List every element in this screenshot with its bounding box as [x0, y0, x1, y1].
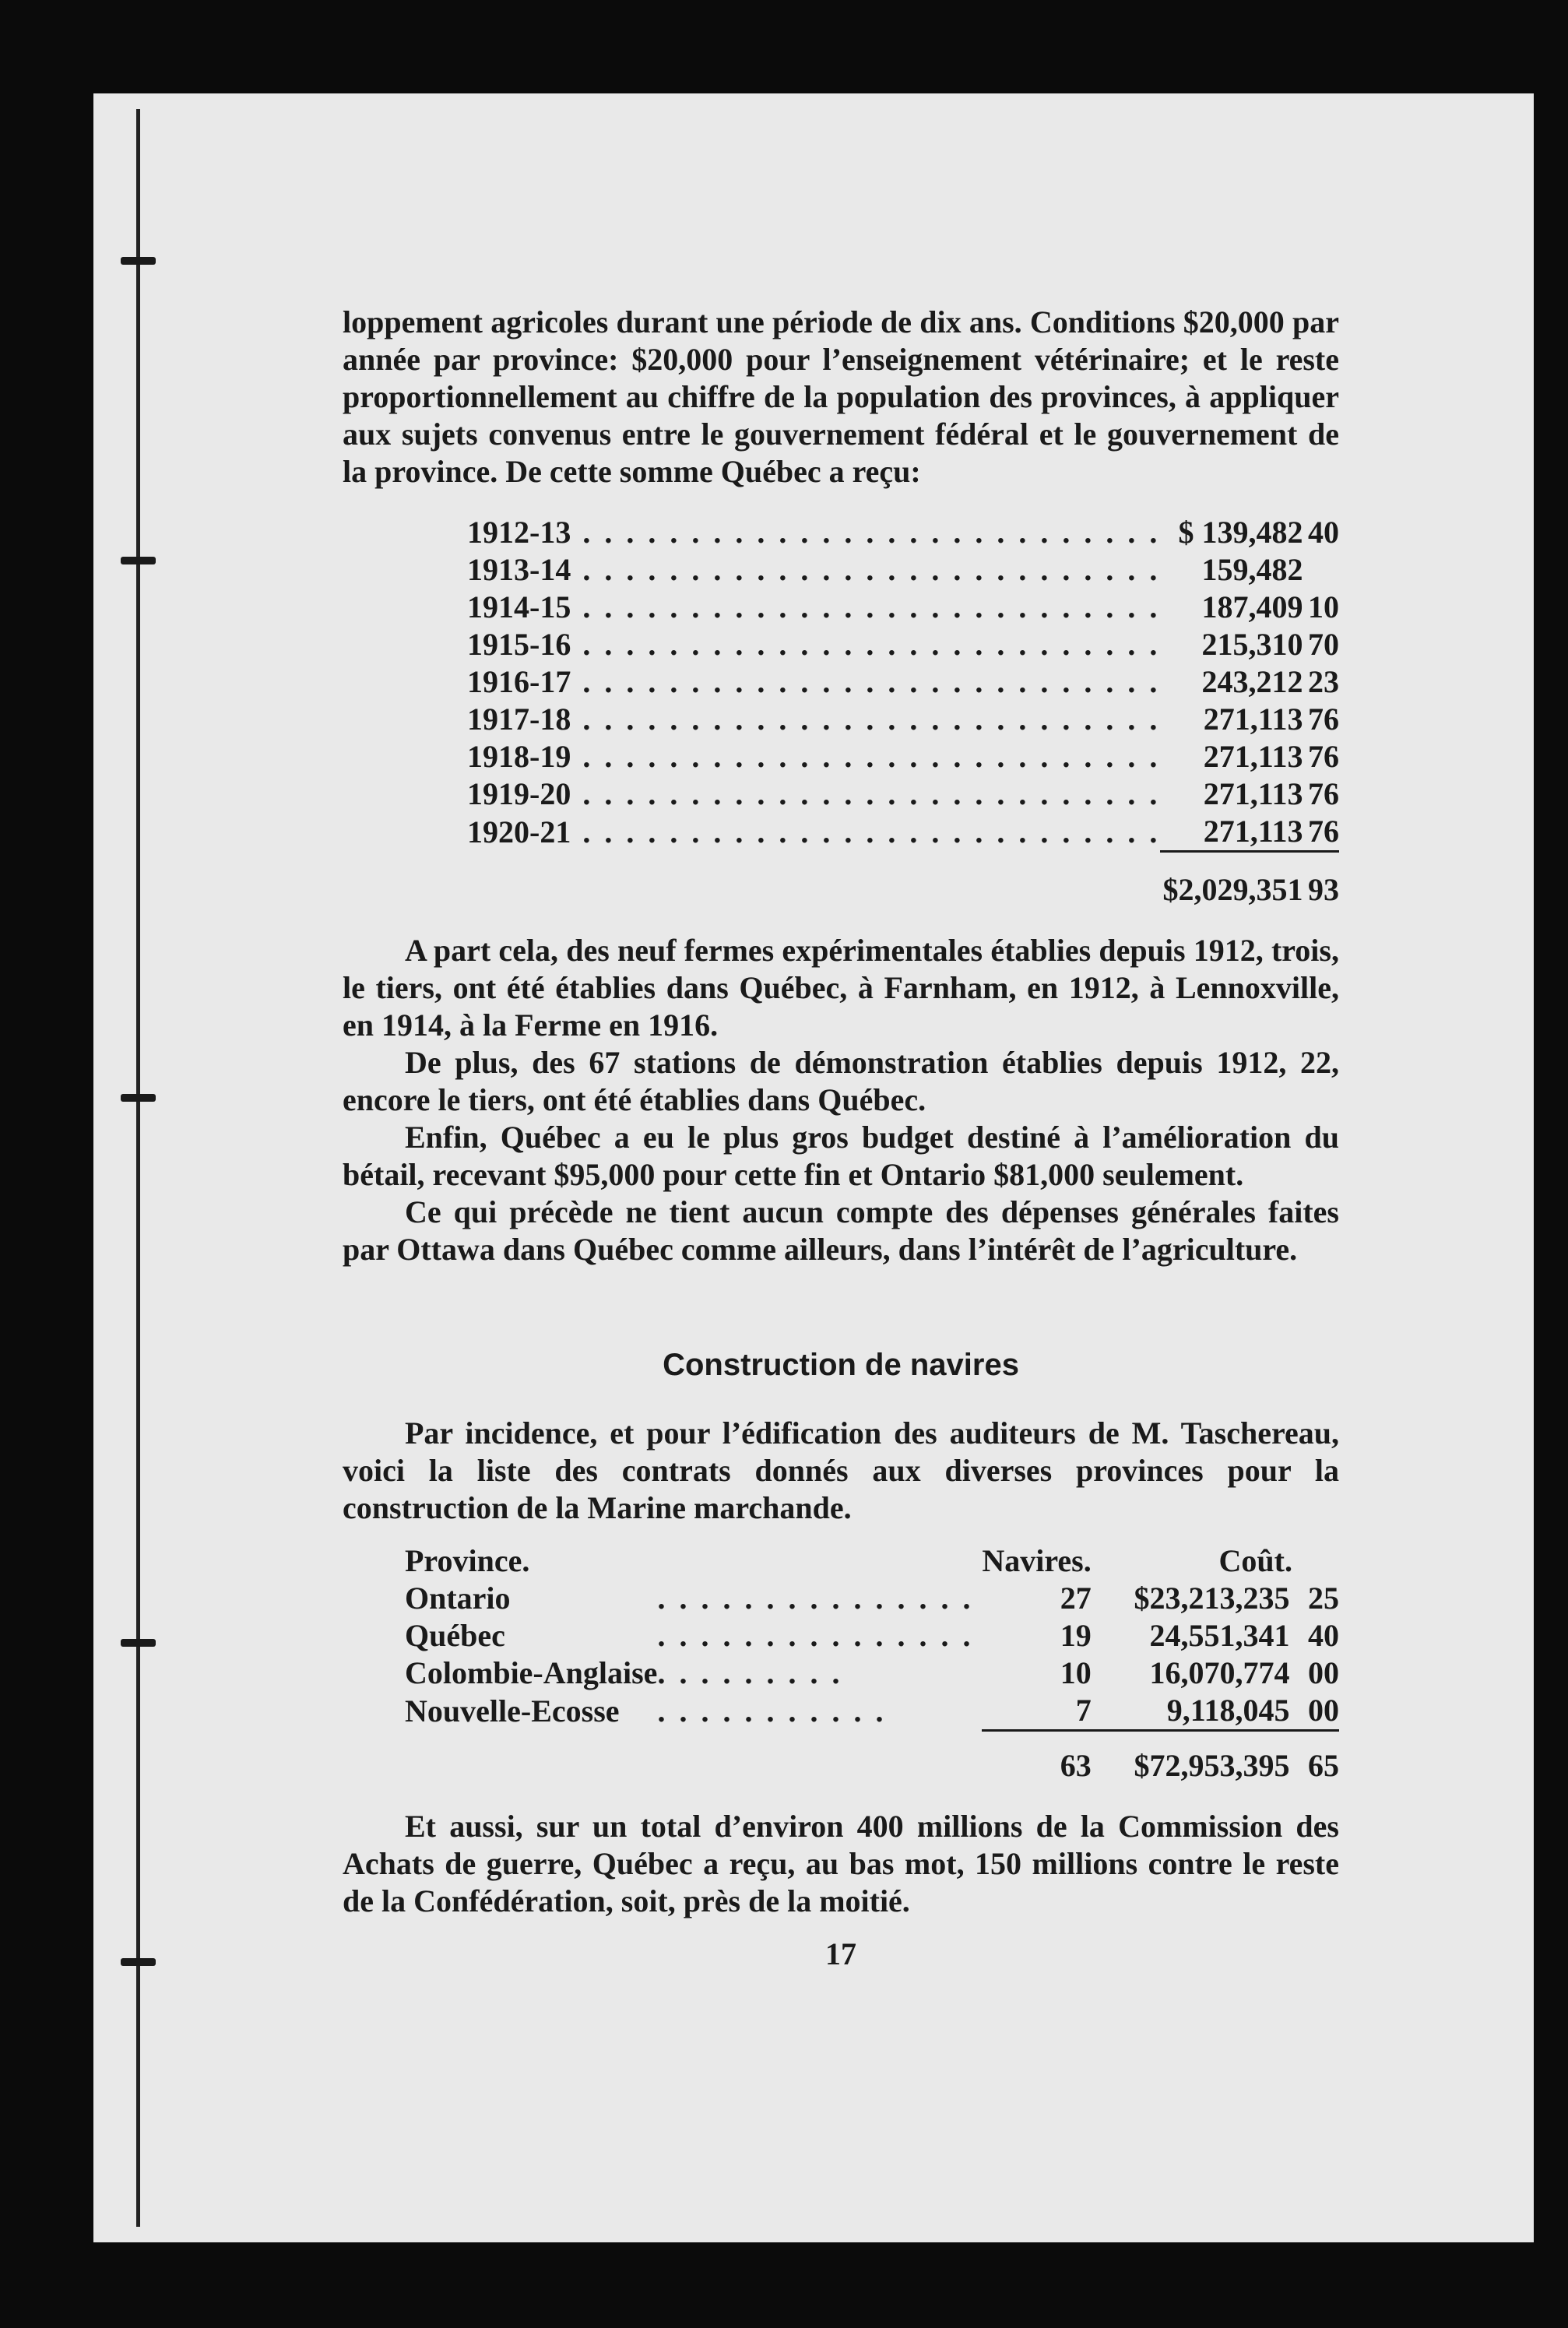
- province-name: Ontario: [405, 1581, 511, 1616]
- cents-value: 10: [1308, 589, 1339, 624]
- closing-paragraph: Et aussi, sur un total d’environ 400 millions de la Commission des Achats de guerre, Québec a reçu, au bas mot, 150 millions contre le reste de la Confédération, soit, près de la moitié.: [343, 1809, 1339, 1918]
- amount-value: $ 139,482: [1178, 515, 1303, 550]
- table-row: 1915-16 . . . . . . . . . . . . . . . . . . . . . . . . . . . 215,310 70: [467, 627, 1339, 662]
- table-row: 1913-14 . . . . . . . . . . . . . . . . . . . . . . . . . . . 159,482: [467, 551, 1339, 589]
- header-province: Province.: [405, 1543, 530, 1578]
- amount-value: 271,113: [1203, 739, 1303, 774]
- section-title: Construction de navires: [663, 1348, 1019, 1382]
- body-paragraph: Enfin, Québec a eu le plus gros budget destiné à l’amélioration du bétail, recevant $95,000 pour cette fin et Ontario $81,000 seulement.: [343, 1120, 1339, 1192]
- cost-cents: 25: [1308, 1581, 1339, 1616]
- cents-value: [1303, 551, 1339, 589]
- binding-tick: [121, 257, 156, 265]
- year-label: 1920-21: [467, 814, 571, 849]
- yearly-amounts-table: [467, 514, 1339, 909]
- binding-tick: [121, 1094, 156, 1102]
- binding-edge: [90, 109, 144, 2227]
- table-header-row: [405, 1542, 1339, 1580]
- cost-value: 16,070,774: [1149, 1655, 1290, 1690]
- binding-tick: [121, 1639, 156, 1647]
- table-row: Colombie-Anglaise . . . . . . . . . 10 16,070,774 00: [405, 1655, 1339, 1690]
- year-label: 1915-16: [467, 627, 571, 662]
- amount-value: 187,409: [1201, 589, 1303, 624]
- intro-paragraph: loppement agricoles durant une période de dix ans. Conditions $20,000 par année par province: $20,000 pour l’enseignement vétérinaire; et le reste proportionnellement au chiffre de la population des provinces, à appliquer aux sujets convenus entre le gouvernement fédéral et le gouvernement de la province. De cette somme Québec a reçu:: [343, 304, 1339, 489]
- year-label: 1919-20: [467, 776, 571, 811]
- table-row: 1917-18 . . . . . . . . . . . . . . . . . . . . . . . . . . . 271,113 76: [467, 702, 1339, 737]
- cost-value: 24,551,341: [1149, 1618, 1290, 1653]
- cents-value: 76: [1308, 739, 1339, 774]
- body-paragraph: Ce qui précède ne tient aucun compte des dépenses générales faites par Ottawa dans Québec comme ailleurs, dans l’intérêt de l’agriculture.: [343, 1194, 1339, 1267]
- year-label: 1914-15: [467, 589, 571, 624]
- amount-value: 215,310: [1201, 627, 1303, 662]
- header-ships: Navires.: [982, 1543, 1092, 1578]
- amount-value: 271,113: [1203, 702, 1303, 737]
- body-paragraph: De plus, des 67 stations de démonstration établies depuis 1912, 22, encore le tiers, ont été établies dans Québec.: [343, 1045, 1339, 1117]
- page-content: [343, 304, 1339, 1973]
- amount-value: 159,482: [1201, 552, 1303, 587]
- binding-rail: [136, 109, 140, 2227]
- table-row: 1919-20 . . . . . . . . . . . . . . . . . . . . . . . . . . . 271,113 76: [467, 776, 1339, 811]
- table-row: 1912-13 . . . . . . . . . . . . . . . . . . . . . . . . . . . $ 139,482 40: [467, 515, 1339, 550]
- cost-value: $23,213,235: [1134, 1581, 1290, 1616]
- ships-count: 19: [1060, 1618, 1092, 1653]
- ships-count: 7: [1075, 1693, 1092, 1728]
- province-name: Colombie-Anglaise: [405, 1655, 658, 1690]
- total-cents: 93: [1303, 852, 1339, 909]
- binding-tick: [121, 557, 156, 564]
- header-cost: Coût.: [1218, 1543, 1292, 1578]
- cost-total-cents: 65: [1290, 1731, 1339, 1785]
- year-label: 1918-19: [467, 739, 571, 774]
- province-name: Nouvelle-Ecosse: [405, 1693, 620, 1728]
- cost-cents: 00: [1308, 1693, 1339, 1728]
- ships-count: 10: [1060, 1655, 1092, 1690]
- year-label: 1913-14: [467, 552, 571, 587]
- body-paragraph: A part cela, des neuf fermes expérimentales établies depuis 1912, trois, le tiers, ont été établies dans Québec, à Farnham, en 1912, à Lennoxville, en 1914, à la Ferme en 1916.: [343, 933, 1339, 1043]
- cents-value: 23: [1308, 664, 1339, 699]
- total-row: [467, 852, 1339, 909]
- cost-cents: 00: [1308, 1655, 1339, 1690]
- cents-value: 76: [1308, 814, 1339, 849]
- province-name: Québec: [405, 1618, 505, 1653]
- ships-count: 27: [1060, 1581, 1092, 1616]
- cost-cents: 40: [1308, 1618, 1339, 1653]
- amount-value: 271,113: [1203, 776, 1303, 811]
- cents-value: 40: [1308, 515, 1339, 550]
- amount-value: 271,113: [1203, 814, 1303, 849]
- table-row: 1914-15 . . . . . . . . . . . . . . . . . . . . . . . . . . . 187,409 10: [467, 589, 1339, 624]
- year-label: 1916-17: [467, 664, 571, 699]
- total-amount: $2,029,351: [1160, 852, 1303, 909]
- cost-value: 9,118,045: [1166, 1693, 1290, 1728]
- cents-value: 70: [1308, 627, 1339, 662]
- total-row: [405, 1731, 1339, 1785]
- table-row: 1916-17 . . . . . . . . . . . . . . . . . . . . . . . . . . . 243,212 23: [467, 664, 1339, 699]
- cents-value: 76: [1308, 702, 1339, 737]
- page-number: 17: [825, 1936, 856, 1971]
- table-row: Québec . . . . . . . . . . . . . . . 19 24,551,341 40: [405, 1618, 1339, 1653]
- cents-value: 76: [1308, 776, 1339, 811]
- ships-intro-paragraph: Par incidence, et pour l’édification des auditeurs de M. Taschereau, voici la liste des contrats donnés aux diverses provinces pour la construction de la Marine marchande.: [343, 1415, 1339, 1525]
- table-row: 1918-19 . . . . . . . . . . . . . . . . . . . . . . . . . . . 271,113 76: [467, 739, 1339, 774]
- ships-total: 63: [982, 1731, 1091, 1785]
- table-row: Ontario . . . . . . . . . . . . . . . 27 $23,213,235 25: [405, 1581, 1339, 1616]
- binding-tick: [121, 1958, 156, 1966]
- amount-value: 243,212: [1201, 664, 1303, 699]
- table-row: Nouvelle-Ecosse . . . . . . . . . . . 7 9,118,045 00: [405, 1692, 1339, 1731]
- table-row: 1920-21 . . . . . . . . . . . . . . . . . . . . . . . . . . . 271,113 76: [467, 813, 1339, 852]
- cost-total: $72,953,395: [1092, 1731, 1290, 1785]
- ships-table: [405, 1542, 1339, 1785]
- year-label: 1912-13: [467, 515, 571, 550]
- year-label: 1917-18: [467, 702, 571, 737]
